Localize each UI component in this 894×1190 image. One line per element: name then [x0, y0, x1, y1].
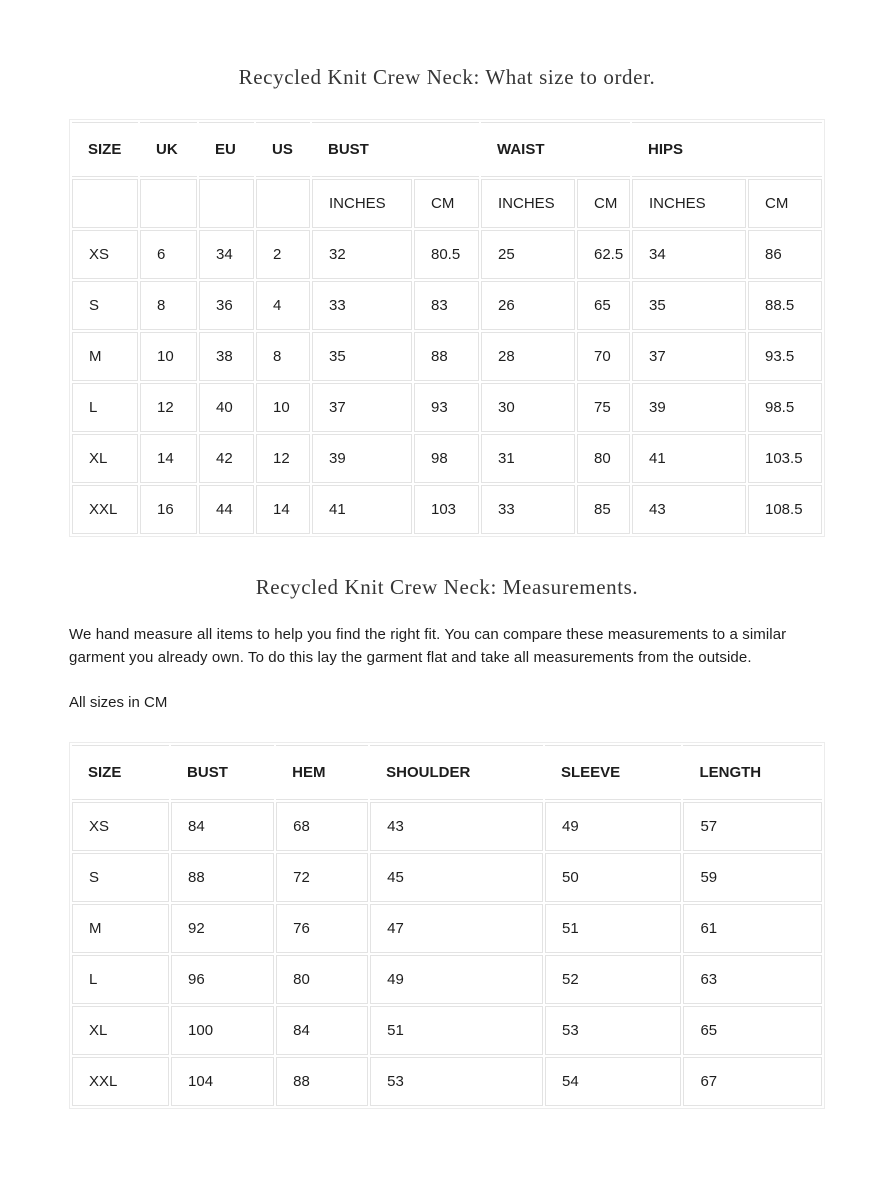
table-cell: 12 [140, 383, 197, 432]
table-cell: 43 [632, 485, 746, 534]
empty-cell [199, 179, 254, 228]
table-cell: 75 [577, 383, 630, 432]
table-cell: 93 [414, 383, 479, 432]
table-cell: 83 [414, 281, 479, 330]
empty-cell [140, 179, 197, 228]
table-cell: 52 [545, 955, 681, 1004]
table-cell: 25 [481, 230, 575, 279]
table-cell: 26 [481, 281, 575, 330]
table-cell: 63 [683, 955, 822, 1004]
unit-header: INCHES [481, 179, 575, 228]
table-cell: 32 [312, 230, 412, 279]
table-cell: 8 [256, 332, 310, 381]
table-cell: 42 [199, 434, 254, 483]
table-cell: 88.5 [748, 281, 822, 330]
measurements-table [69, 742, 825, 1109]
table-cell: 47 [370, 904, 543, 953]
table-row [72, 434, 822, 483]
table-cell: 2 [256, 230, 310, 279]
table-cell: 62.5 [577, 230, 630, 279]
table-cell: 39 [632, 383, 746, 432]
table-row [72, 853, 822, 902]
table-cell: 84 [276, 1006, 368, 1055]
table-row [72, 230, 822, 279]
table-cell: 40 [199, 383, 254, 432]
empty-cell [72, 179, 138, 228]
table-row [72, 332, 822, 381]
column-header-waist: WAIST [481, 122, 630, 177]
table-cell: 88 [414, 332, 479, 381]
table-cell: 51 [545, 904, 681, 953]
measurements-table-body [72, 802, 822, 1106]
table-cell: 39 [312, 434, 412, 483]
table-cell: 108.5 [748, 485, 822, 534]
table-cell: 85 [577, 485, 630, 534]
size-cell: XS [72, 802, 169, 851]
size-cell: XXL [72, 1057, 169, 1106]
table-cell: 86 [748, 230, 822, 279]
table-cell: 54 [545, 1057, 681, 1106]
table-cell: 6 [140, 230, 197, 279]
size-cell: XS [72, 230, 138, 279]
table-cell: 59 [683, 853, 822, 902]
column-header-size: SIZE [72, 122, 138, 177]
table-row [72, 383, 822, 432]
table-cell: 41 [632, 434, 746, 483]
table-cell: 16 [140, 485, 197, 534]
table-cell: 43 [370, 802, 543, 851]
unit-header: INCHES [312, 179, 412, 228]
measurements-table-head [72, 745, 822, 800]
table-cell: 49 [545, 802, 681, 851]
table-cell: 38 [199, 332, 254, 381]
table-cell: 65 [683, 1006, 822, 1055]
table-cell: 8 [140, 281, 197, 330]
size-conversion-table [69, 119, 825, 537]
table-cell: 68 [276, 802, 368, 851]
table-cell: 44 [199, 485, 254, 534]
table-cell: 88 [171, 853, 274, 902]
table-cell: 30 [481, 383, 575, 432]
table-cell: 103.5 [748, 434, 822, 483]
table-cell: 57 [683, 802, 822, 851]
measure-note: We hand measure all items to help you find the right fit. You can compare these measurements to a similar garment you already own. To do this lay the garment flat and take all measurements from the outside. [69, 626, 787, 666]
column-header-bust: BUST [312, 122, 479, 177]
table-cell: 65 [577, 281, 630, 330]
table-cell: 80.5 [414, 230, 479, 279]
table-cell: 76 [276, 904, 368, 953]
table-row [72, 802, 822, 851]
table-cell: 61 [683, 904, 822, 953]
table-cell: 53 [545, 1006, 681, 1055]
column-header-size: SIZE [72, 745, 169, 800]
unit-header-row [72, 179, 822, 228]
table-cell: 53 [370, 1057, 543, 1106]
column-header-hem: HEM [276, 745, 368, 800]
table-cell: 92 [171, 904, 274, 953]
table-cell: 98 [414, 434, 479, 483]
size-cell: XL [72, 1006, 169, 1055]
table-cell: 14 [140, 434, 197, 483]
column-header-uk: UK [140, 122, 197, 177]
table-cell: 37 [632, 332, 746, 381]
size-guide-page [69, 0, 825, 1179]
column-header-bust: BUST [171, 745, 274, 800]
table-cell: 80 [577, 434, 630, 483]
size-conversion-table-head [72, 122, 822, 228]
table-cell: 100 [171, 1006, 274, 1055]
size-cell: XL [72, 434, 138, 483]
table-cell: 12 [256, 434, 310, 483]
size-cell: S [72, 281, 138, 330]
table-cell: 93.5 [748, 332, 822, 381]
unit-header: INCHES [632, 179, 746, 228]
size-cell: L [72, 383, 138, 432]
table-cell: 80 [276, 955, 368, 1004]
column-header-us: US [256, 122, 310, 177]
table-cell: 41 [312, 485, 412, 534]
table-cell: 36 [199, 281, 254, 330]
table-cell: 34 [199, 230, 254, 279]
table-cell: 33 [481, 485, 575, 534]
table-cell: 49 [370, 955, 543, 1004]
table-cell: 14 [256, 485, 310, 534]
table-row [72, 1057, 822, 1106]
table-cell: 72 [276, 853, 368, 902]
unit-header: CM [414, 179, 479, 228]
size-cell: S [72, 853, 169, 902]
size-order-title: Recycled Knit Crew Neck: What size to order. [238, 65, 656, 89]
unit-header: CM [577, 179, 630, 228]
size-cell: M [72, 332, 138, 381]
table-cell: 104 [171, 1057, 274, 1106]
table-cell: 10 [256, 383, 310, 432]
table-row [72, 1006, 822, 1055]
table-cell: 84 [171, 802, 274, 851]
table-cell: 10 [140, 332, 197, 381]
header-row [72, 745, 822, 800]
table-cell: 35 [632, 281, 746, 330]
column-header-length: LENGTH [683, 745, 822, 800]
table-cell: 28 [481, 332, 575, 381]
unit-header: CM [748, 179, 822, 228]
table-cell: 50 [545, 853, 681, 902]
table-cell: 45 [370, 853, 543, 902]
column-header-eu: EU [199, 122, 254, 177]
size-conversion-table-body [72, 230, 822, 534]
table-cell: 98.5 [748, 383, 822, 432]
table-row [72, 955, 822, 1004]
column-header-sleeve: SLEEVE [545, 745, 681, 800]
measurements-title: Recycled Knit Crew Neck: Measurements. [255, 575, 639, 599]
table-cell: 34 [632, 230, 746, 279]
sizes-unit-note: All sizes in CM [69, 694, 168, 711]
table-cell: 51 [370, 1006, 543, 1055]
table-cell: 103 [414, 485, 479, 534]
table-cell: 35 [312, 332, 412, 381]
table-cell: 70 [577, 332, 630, 381]
table-cell: 33 [312, 281, 412, 330]
table-row [72, 904, 822, 953]
table-row [72, 485, 822, 534]
size-cell: XXL [72, 485, 138, 534]
column-header-shoulder: SHOULDER [370, 745, 543, 800]
size-cell: M [72, 904, 169, 953]
table-cell: 37 [312, 383, 412, 432]
table-cell: 96 [171, 955, 274, 1004]
group-header-row [72, 122, 822, 177]
size-cell: L [72, 955, 169, 1004]
table-cell: 4 [256, 281, 310, 330]
column-header-hips: HIPS [632, 122, 822, 177]
table-row [72, 281, 822, 330]
empty-cell [256, 179, 310, 228]
table-cell: 31 [481, 434, 575, 483]
table-cell: 67 [683, 1057, 822, 1106]
table-cell: 88 [276, 1057, 368, 1106]
